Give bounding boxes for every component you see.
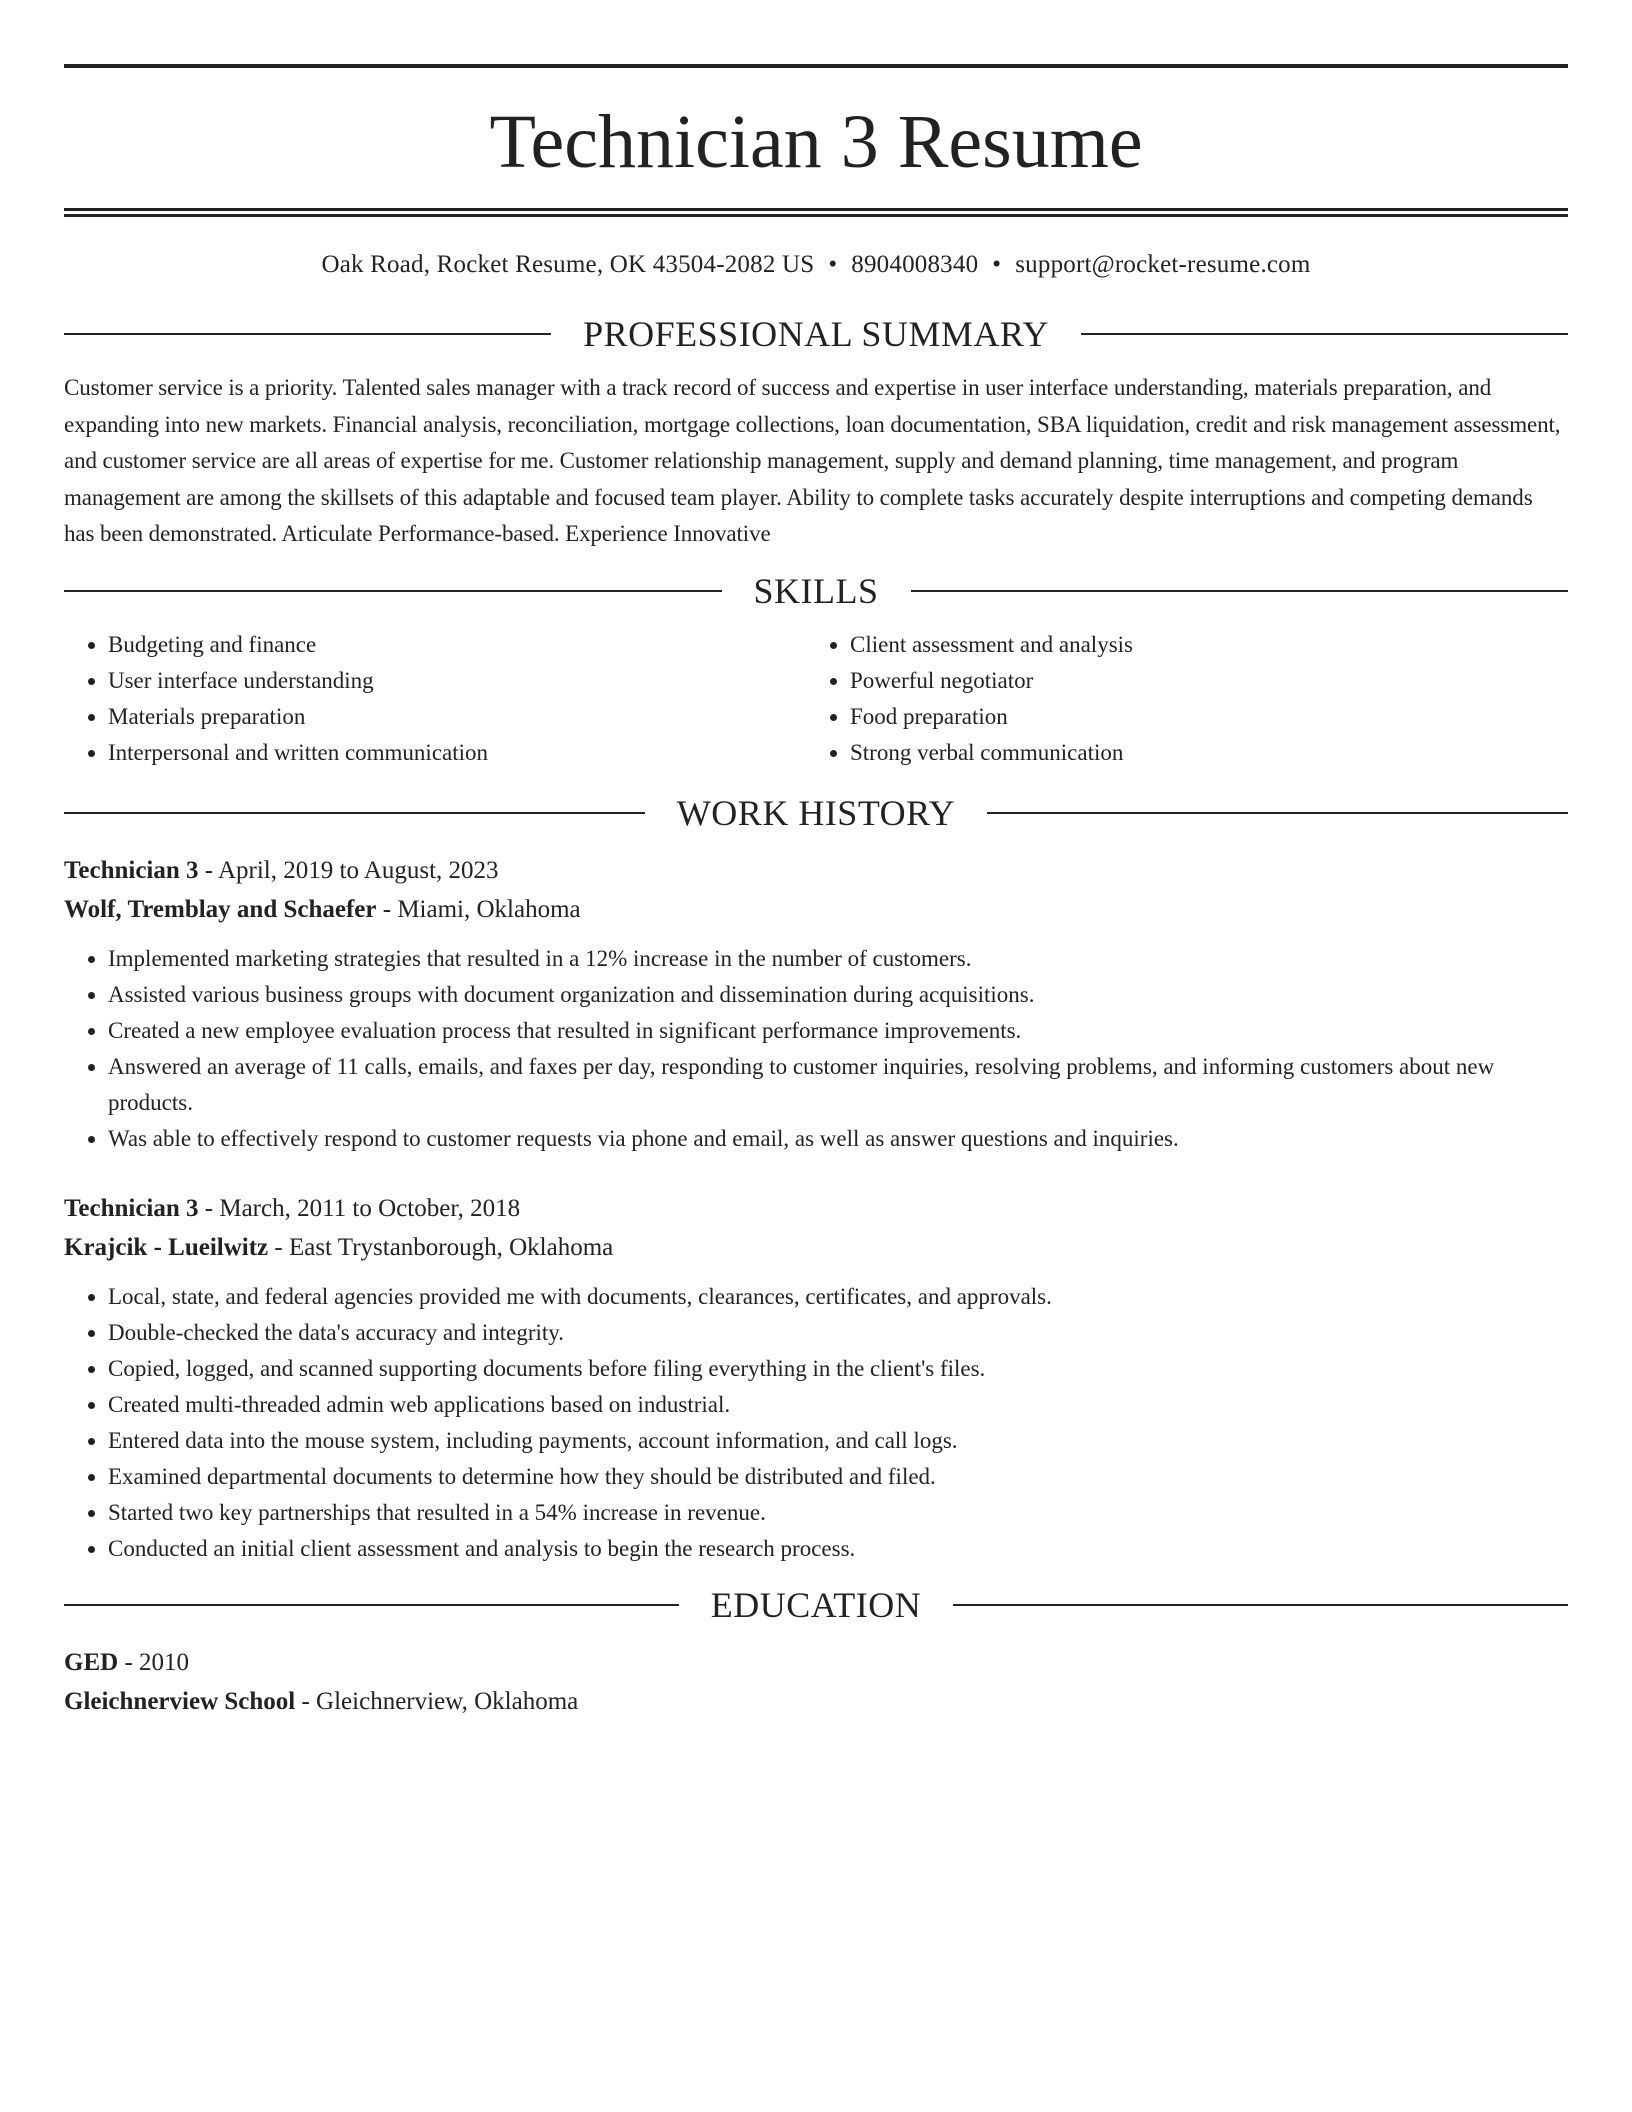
education-year: - 2010: [118, 1648, 190, 1676]
heading-rule: [64, 1604, 679, 1606]
education-school: Gleichnerview School: [64, 1687, 296, 1715]
education-location: - Gleichnerview, Oklahoma: [295, 1687, 579, 1715]
education-degree-line: [64, 1643, 1568, 1682]
job-company: Wolf, Tremblay and Schaefer: [64, 895, 377, 923]
skills-column-right: [806, 627, 1548, 771]
skill-item: • Food preparation: [850, 699, 1548, 735]
job-duty: • Answered an average of 11 calls, emails, and faxes per day, responding to customer inquiries, resolving problems, and informing customers about new products.: [108, 1049, 1568, 1121]
job-duty: • Was able to effectively respond to customer requests via phone and email, as well as answer questions and inquiries.: [108, 1121, 1568, 1157]
job-duties-list: [64, 1279, 1568, 1567]
page-title: Technician 3 Resume: [489, 100, 1143, 184]
job-dates: - April, 2019 to August, 2023: [198, 856, 499, 884]
job-company-line: [64, 890, 1568, 929]
top-rule: [64, 64, 1568, 68]
skill-item: • User interface understanding: [108, 663, 806, 699]
section-heading-summary: [64, 314, 1568, 354]
section-heading-skills: [64, 571, 1568, 611]
heading-rule: [987, 812, 1568, 814]
contact-separator: •: [992, 251, 1002, 278]
skill-item: • Strong verbal communication: [850, 735, 1548, 771]
job-title-line: [64, 851, 1568, 890]
heading-rule: [64, 590, 722, 592]
job-location: - East Trystanborough, Oklahoma: [268, 1233, 614, 1261]
job-duties-list: [64, 941, 1568, 1157]
resume-page: [64, 64, 1568, 1721]
section-title: EDUCATION: [710, 1584, 922, 1625]
title-double-rule: [64, 208, 1568, 217]
skill-item: • Client assessment and analysis: [850, 627, 1548, 663]
job-duty: • Entered data into the mouse system, including payments, account information, and call logs.: [108, 1423, 1568, 1459]
contact-phone: 8904008340: [851, 251, 979, 278]
skills-list: [64, 627, 1568, 771]
skill-item: • Powerful negotiator: [850, 663, 1548, 699]
job-dates: - March, 2011 to October, 2018: [198, 1194, 521, 1222]
heading-rule: [64, 812, 645, 814]
section-title: WORK HISTORY: [676, 792, 956, 833]
job-location: - Miami, Oklahoma: [376, 895, 581, 923]
skills-column-left: [64, 627, 806, 771]
job-duty: • Assisted various business groups with document organization and dissemination during acquisitions.: [108, 977, 1568, 1013]
section-title: PROFESSIONAL SUMMARY: [583, 314, 1049, 354]
skill-item: • Interpersonal and written communication: [108, 735, 806, 771]
job-duty: • Created a new employee evaluation process that resulted in significant performance improvements.: [108, 1013, 1568, 1049]
heading-rule: [1081, 333, 1568, 335]
job-company-line: [64, 1228, 1568, 1267]
job-title-line: [64, 1189, 1568, 1228]
section-heading-education: [64, 1585, 1568, 1625]
summary-text: Customer service is a priority. Talented sales manager with a track record of success and expertise in user interface understanding, materials preparation, and expanding into new markets. Financial analysis, reconciliation, mortgage collections, loan documentation, SBA liquidation, credit and risk management assessment, and customer service are all areas of expertise for me. Customer relationship management, supply and demand planning, time management, and program management are among the skillsets of this adaptable and focused team player. Ability to complete tasks accurately despite interruptions and competing demands has been demonstrated. Articulate Performance-based. Experience Innovative: [64, 375, 1561, 546]
contact-line: [64, 250, 1568, 280]
job-duty: • Implemented marketing strategies that resulted in a 12% increase in the number of customers.: [108, 941, 1568, 977]
skill-item: • Budgeting and finance: [108, 627, 806, 663]
heading-rule: [953, 1604, 1568, 1606]
skill-item: • Materials preparation: [108, 699, 806, 735]
job-duty: • Started two key partnerships that resulted in a 54% increase in revenue.: [108, 1495, 1568, 1531]
job-duty: • Double-checked the data's accuracy and integrity.: [108, 1315, 1568, 1351]
job-entry: [64, 1189, 1568, 1567]
job-title: Technician 3: [64, 856, 199, 884]
job-entry: [64, 851, 1568, 1157]
job-duty: • Copied, logged, and scanned supporting documents before filing everything in the client's files.: [108, 1351, 1568, 1387]
job-company: Krajcik - Lueilwitz: [64, 1233, 269, 1261]
contact-address: Oak Road, Rocket Resume, OK 43504-2082 US: [321, 251, 815, 278]
heading-rule: [64, 333, 551, 335]
education-school-line: [64, 1682, 1568, 1721]
section-heading-work: [64, 793, 1568, 833]
job-duty: • Created multi-threaded admin web applications based on industrial.: [108, 1387, 1568, 1423]
section-title: SKILLS: [753, 570, 879, 611]
job-title: Technician 3: [64, 1194, 199, 1222]
contact-separator: •: [828, 251, 838, 278]
job-duty: • Conducted an initial client assessment and analysis to begin the research process.: [108, 1531, 1568, 1567]
contact-email: support@rocket-resume.com: [1015, 251, 1311, 278]
job-duty: • Examined departmental documents to determine how they should be distributed and filed.: [108, 1459, 1568, 1495]
education-entry: [64, 1643, 1568, 1721]
job-duty: • Local, state, and federal agencies provided me with documents, clearances, certificates, and approvals.: [108, 1279, 1568, 1315]
education-degree: GED: [64, 1648, 119, 1676]
heading-rule: [911, 590, 1569, 592]
